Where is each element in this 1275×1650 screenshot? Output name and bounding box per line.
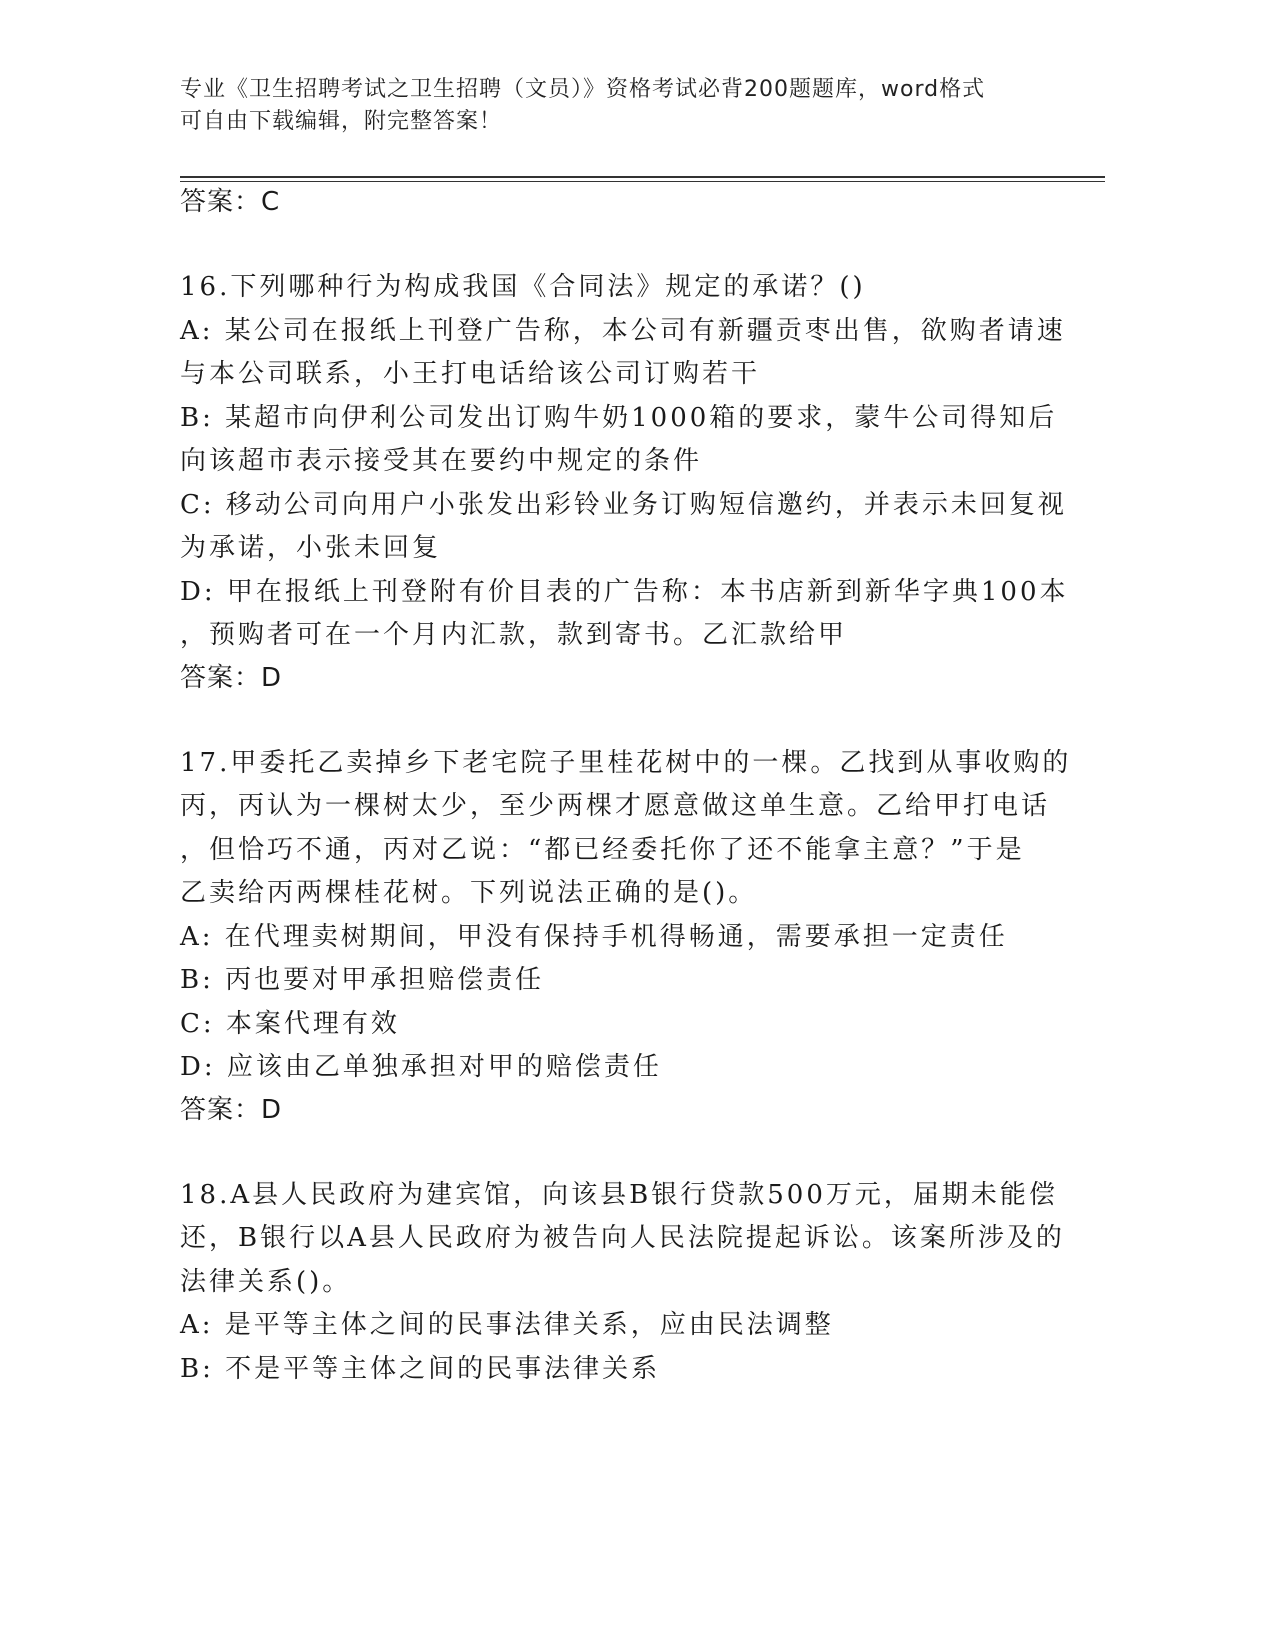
spacer bbox=[180, 226, 1040, 266]
option-c: C: 本案代理有效 bbox=[180, 1008, 400, 1039]
answer-previous: 答案：C bbox=[180, 187, 281, 217]
option-b: B: 不是平等主体之间的民事法律关系 bbox=[180, 1353, 661, 1384]
option-b: B: 丙也要对甲承担赔偿责任 bbox=[180, 965, 545, 995]
spacer bbox=[180, 1134, 1040, 1174]
question-17-stem-line-3: ，但恰巧不通，丙对乙说：“都已经委托你了还不能拿主意？”于是 bbox=[180, 834, 1025, 865]
spacer bbox=[180, 702, 1040, 742]
option-a-line-1: A: 某公司在报纸上刊登广告称，本公司有新疆贡枣出售，欲购者请速 bbox=[180, 315, 1066, 346]
question-18-stem-line-1: 18.A县人民政府为建宾馆，向该县B银行贷款500万元，届期未能偿 bbox=[180, 1179, 1058, 1210]
option-d: D: 应该由乙单独承担对甲的赔偿责任 bbox=[180, 1052, 662, 1082]
question-18 bbox=[180, 1174, 1065, 1392]
question-17-answer: 答案：D bbox=[180, 1094, 283, 1125]
header-line-2: 可自由下载编辑，附完整答案！ bbox=[180, 109, 503, 134]
question-17-stem-line-2: 丙，丙认为一棵树太少，至少两棵才愿意做这单生意。乙给甲打电话 bbox=[180, 791, 1051, 821]
document-body bbox=[180, 182, 1072, 1391]
question-16-stem: 16.下列哪种行为构成我国《合同法》规定的承诺？() bbox=[180, 272, 866, 302]
option-c-line-1: C: 移动公司向用户小张发出彩铃业务订购短信邀约，并表示未回复视 bbox=[180, 489, 1067, 520]
option-a: A: 在代理卖树期间，甲没有保持手机得畅通，需要承担一定责任 bbox=[180, 921, 1008, 952]
question-16-answer: 答案：D bbox=[180, 662, 283, 693]
option-d-line-2: ，预购者可在一个月内汇款，款到寄书。乙汇款给甲 bbox=[180, 620, 848, 650]
option-c-line-2: 为承诺，小张未回复 bbox=[180, 533, 442, 563]
option-a-line-2: 与本公司联系，小王打电话给该公司订购若干 bbox=[180, 359, 761, 389]
option-a: A: 是平等主体之间的民事法律关系，应由民法调整 bbox=[180, 1310, 834, 1340]
option-b-line-1: B: 某超市向伊利公司发出订购牛奶1000箱的要求，蒙牛公司得知后 bbox=[180, 402, 1058, 433]
question-17-stem-line-1: 17.甲委托乙卖掉乡下老宅院子里桂花树中的一棵。乙找到从事收购的 bbox=[180, 747, 1072, 778]
question-16 bbox=[180, 266, 1069, 702]
option-b-line-2: 向该超市表示接受其在要约中规定的条件 bbox=[180, 446, 703, 476]
header-line-1: 专业《卫生招聘考试之卫生招聘（文员）》资格考试必背200题题库，word格式 bbox=[180, 77, 986, 102]
question-17-stem-line-4: 乙卖给丙两棵桂花树。下列说法正确的是()。 bbox=[180, 878, 758, 908]
question-18-stem-line-2: 还，B银行以A县人民政府为被告向人民法院提起诉讼。该案所涉及的 bbox=[180, 1223, 1065, 1253]
header-divider-thick bbox=[180, 176, 1105, 178]
document-header bbox=[180, 74, 1040, 138]
option-d-line-1: D: 甲在报纸上刊登附有价目表的广告称：本书店新到新华字典100本 bbox=[180, 576, 1069, 607]
question-17 bbox=[180, 742, 1072, 1134]
question-18-stem-line-3: 法律关系()。 bbox=[180, 1266, 352, 1297]
